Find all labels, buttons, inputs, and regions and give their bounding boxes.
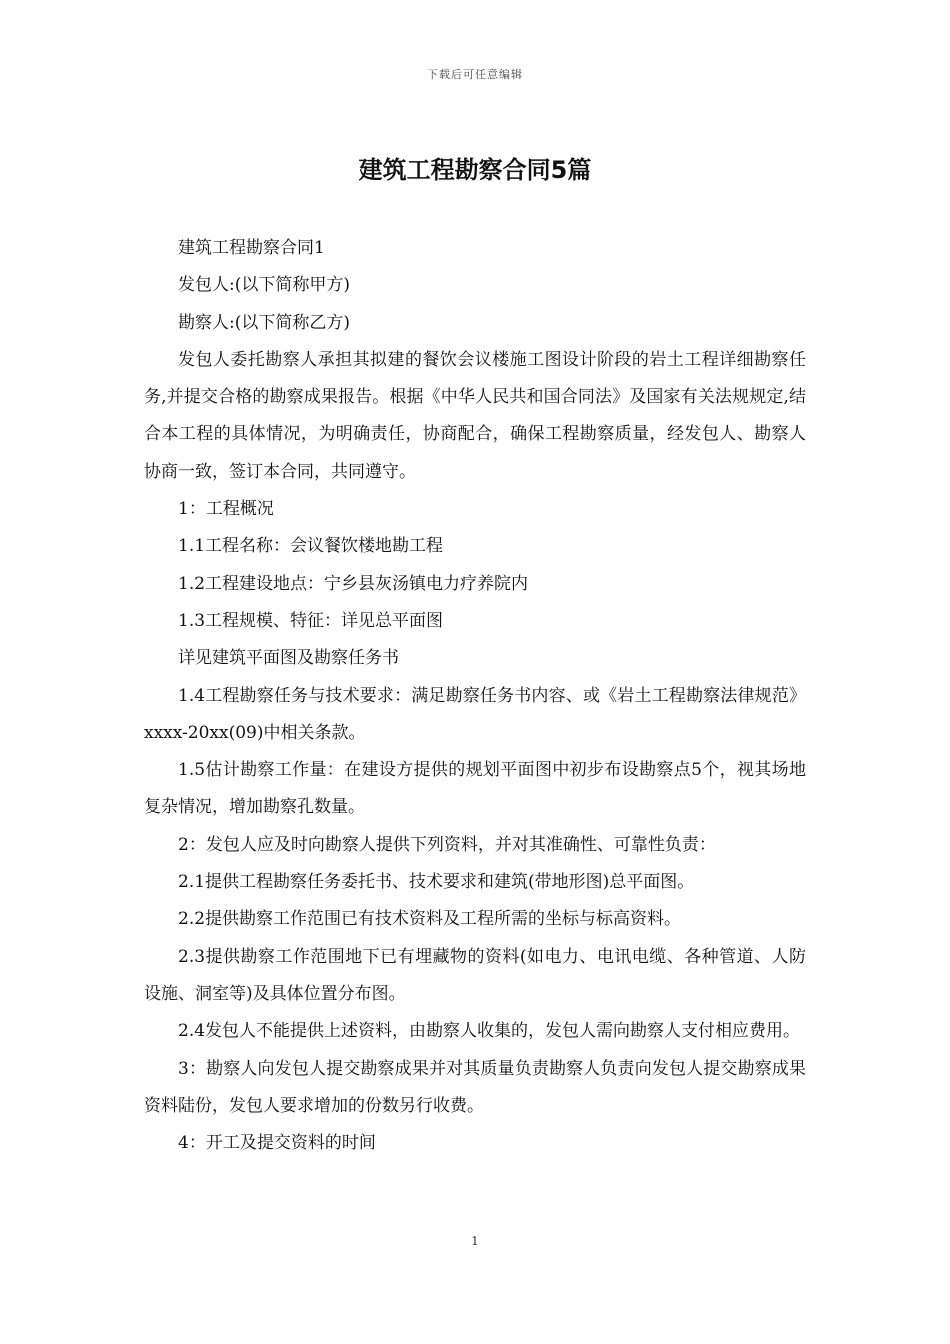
paragraph-contract-heading: 建筑工程勘察合同1	[178, 238, 325, 258]
paragraph-2-3: 2.3提供勘察工作范围地下已有埋藏物的资料(如电力、电讯电缆、各种管道、人防设施、洞室等)及具体位置分布图。	[144, 946, 806, 1004]
paragraph-1-3: 1.3工程规模、特征：详见总平面图	[178, 610, 444, 631]
header-note: 下载后可任意编辑	[427, 68, 523, 81]
paragraph-2-2: 2.2提供勘察工作范围已有技术资料及工程所需的坐标与标高资料。	[178, 909, 682, 930]
document-title: 建筑工程勘察合同5篇	[358, 156, 592, 184]
paragraph-1-5: 1.5估计勘察工作量：在建设方提供的规划平面图中初步布设勘察点5个，视其场地复杂情况，增加勘察孔数量。	[144, 760, 806, 818]
paragraph-party-a: 发包人:(以下简称甲方)	[178, 275, 350, 296]
paragraph-1-3-note: 详见建筑平面图及勘察任务书	[178, 648, 399, 669]
paragraph-intro: 发包人委托勘察人承担其拟建的餐饮会议楼施工图设计阶段的岩土工程详细勘察任务,并提交合格的勘察成果报告。根据《中华人民共和国合同法》及国家有关法规规定,结合本工程的具体情况，为明确责任，协商配合，确保工程勘察质量，经发包人、勘察人协商一致，签订本合同，共同遵守。	[144, 349, 806, 482]
paragraph-section-2: 2：发包人应及时向勘察人提供下列资料，并对其准确性、可靠性负责：	[178, 834, 716, 855]
document-body	[144, 230, 806, 1162]
paragraph-section-3: 3：勘察人向发包人提交勘察成果并对其质量负责勘察人负责向发包人提交勘察成果资料陆份，发包人要求增加的份数另行收费。	[144, 1058, 806, 1116]
paragraph-1-1: 1.1工程名称：会议餐饮楼地勘工程	[178, 536, 444, 557]
paragraph-2-1: 2.1提供工程勘察任务委托书、技术要求和建筑(带地形图)总平面图。	[178, 872, 695, 893]
paragraph-1-4: 1.4工程勘察任务与技术要求：满足勘察任务书内容、或《岩土工程勘察法律规范》xxxx-20xx(09)中相关条款。	[144, 685, 806, 743]
paragraph-section-1: 1：工程概况	[178, 499, 274, 520]
paragraph-2-4: 2.4发包人不能提供上述资料，由勘察人收集的，发包人需向勘察人支付相应费用。	[178, 1021, 801, 1042]
page-number: 1	[471, 1234, 479, 1248]
paragraph-party-b: 勘察人:(以下简称乙方)	[178, 312, 350, 333]
paragraph-section-4: 4：开工及提交资料的时间	[178, 1133, 376, 1154]
paragraph-1-2: 1.2工程建设地点：宁乡县灰汤镇电力疗养院内	[178, 573, 529, 594]
